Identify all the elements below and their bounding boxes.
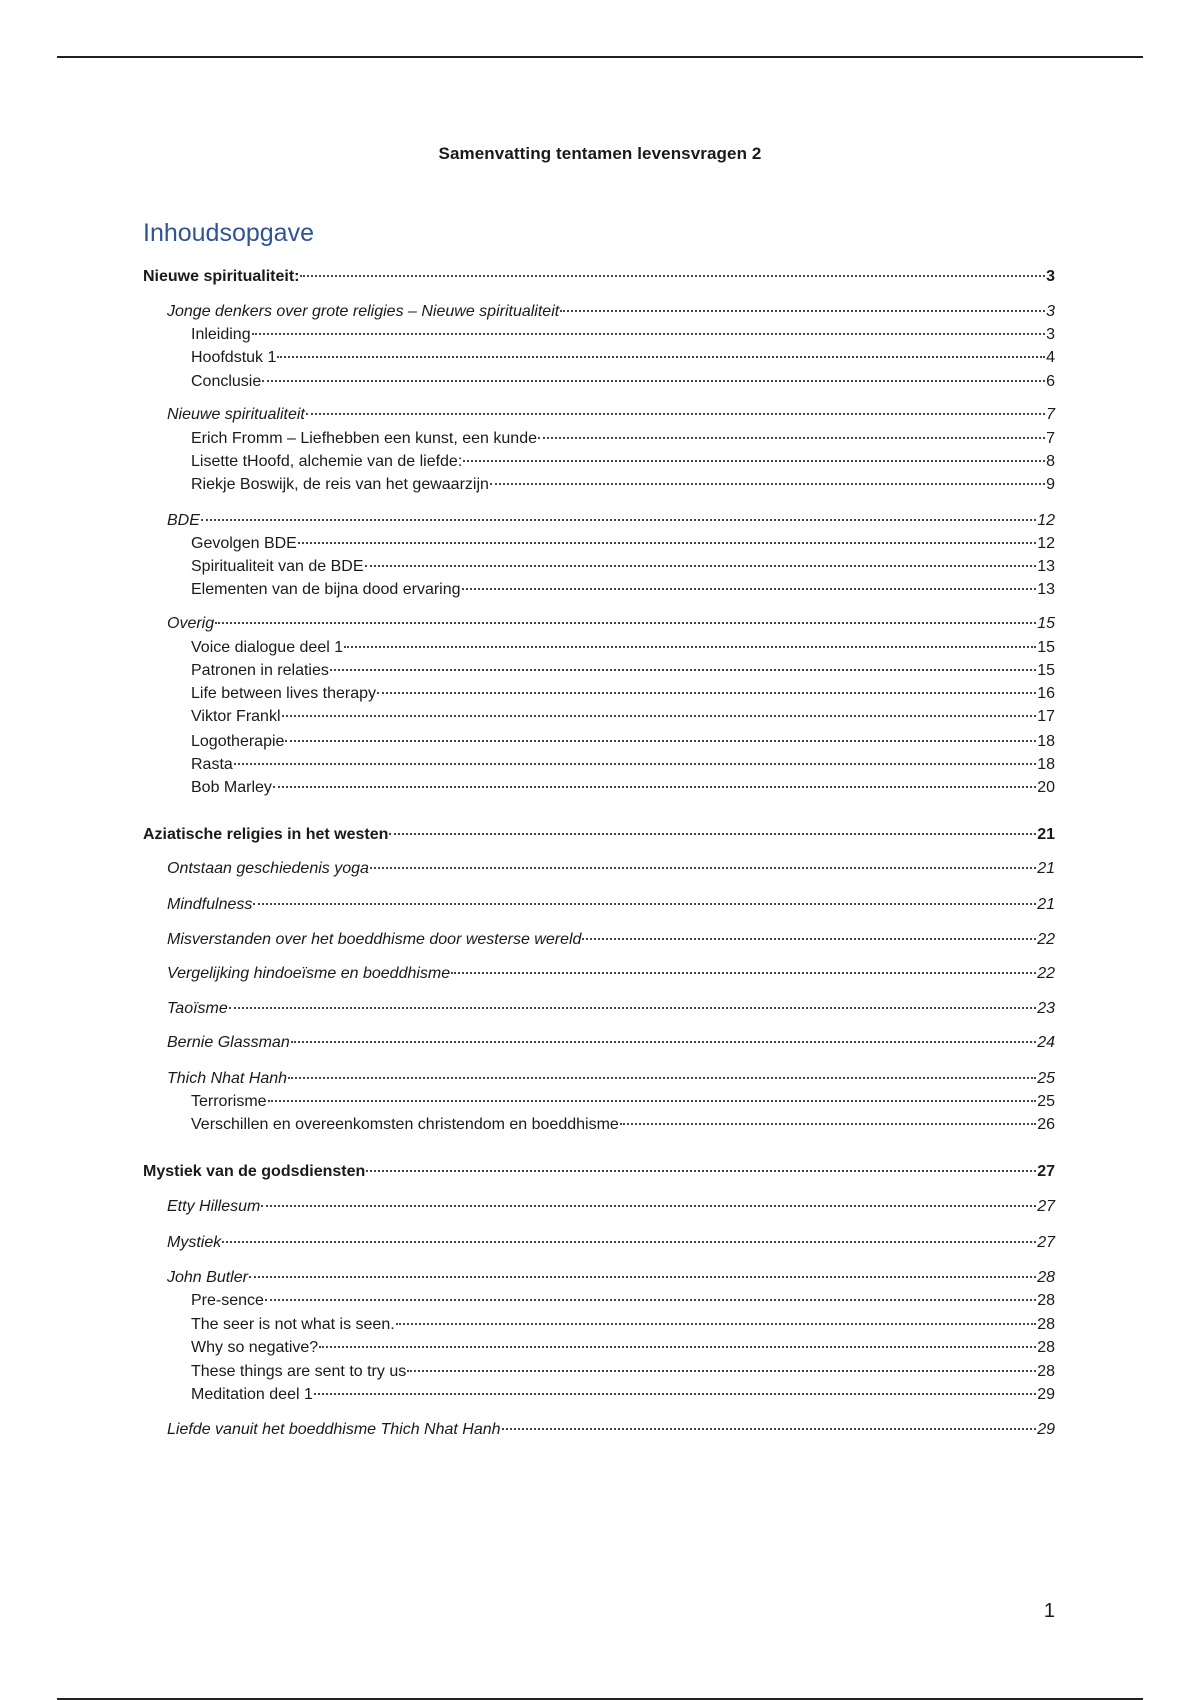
toc-entry-page: 20 bbox=[1037, 779, 1055, 796]
toc-entry-page: 9 bbox=[1046, 476, 1055, 493]
toc-entry[interactable] bbox=[143, 474, 1055, 496]
toc-entry[interactable] bbox=[143, 1314, 1055, 1336]
toc-entry-title: Etty Hillesum bbox=[167, 1198, 261, 1215]
toc-dot-leader bbox=[282, 715, 1037, 717]
toc-entry-page: 29 bbox=[1037, 1386, 1055, 1403]
toc-entry-title: Conclusie bbox=[191, 373, 262, 390]
toc-entry-page: 3 bbox=[1046, 303, 1055, 320]
toc-entry[interactable] bbox=[143, 1361, 1055, 1383]
toc-entry-title: Patronen in relaties bbox=[191, 662, 329, 679]
toc-dot-leader bbox=[273, 786, 1036, 788]
toc-dot-leader bbox=[288, 1077, 1036, 1079]
toc-dot-leader bbox=[407, 1370, 1036, 1372]
toc-entry-page: 17 bbox=[1037, 708, 1055, 725]
toc-entry-title: Bob Marley bbox=[191, 779, 272, 796]
toc-entry[interactable] bbox=[143, 556, 1055, 578]
toc-entry[interactable] bbox=[143, 1196, 1055, 1218]
toc-dot-leader bbox=[215, 622, 1036, 624]
toc-entry-page: 21 bbox=[1037, 860, 1055, 877]
toc-entry-title: Rasta bbox=[191, 756, 233, 773]
toc-entry-page: 13 bbox=[1037, 558, 1055, 575]
toc-entry-page: 27 bbox=[1037, 1163, 1055, 1180]
toc-entry-title: Why so negative? bbox=[191, 1339, 319, 1356]
toc-entry-page: 29 bbox=[1037, 1421, 1055, 1438]
toc-entry-title: Spiritualiteit van de BDE bbox=[191, 558, 364, 575]
toc-dot-leader bbox=[314, 1393, 1036, 1395]
toc-entry[interactable] bbox=[143, 451, 1055, 473]
toc-entry-title: Nieuwe spiritualiteit bbox=[167, 406, 305, 423]
toc-entry[interactable] bbox=[143, 428, 1055, 450]
toc-entry[interactable] bbox=[143, 613, 1055, 635]
toc-entry[interactable] bbox=[143, 579, 1055, 601]
toc-entry-title: Mystiek bbox=[167, 1234, 222, 1251]
toc-dot-leader bbox=[268, 1100, 1037, 1102]
toc-dot-leader bbox=[560, 310, 1045, 312]
toc-entry[interactable] bbox=[143, 731, 1055, 753]
toc-dot-leader bbox=[319, 1346, 1036, 1348]
toc-entry-page: 7 bbox=[1046, 430, 1055, 447]
toc-dot-leader bbox=[298, 542, 1036, 544]
toc-entry-title: John Butler bbox=[167, 1269, 248, 1286]
toc-entry-page: 21 bbox=[1037, 826, 1055, 843]
toc-entry[interactable] bbox=[143, 1114, 1055, 1136]
toc-entry-title: Meditation deel 1 bbox=[191, 1386, 313, 1403]
toc-entry[interactable] bbox=[143, 266, 1055, 288]
toc-entry-page: 23 bbox=[1037, 1000, 1055, 1017]
toc-entry-title: Nieuwe spiritualiteit: bbox=[143, 268, 300, 285]
top-rule bbox=[57, 56, 1143, 58]
toc-entry-page: 28 bbox=[1037, 1339, 1055, 1356]
toc-entry-page: 16 bbox=[1037, 685, 1055, 702]
toc-entry-page: 15 bbox=[1037, 615, 1055, 632]
toc-entry[interactable] bbox=[143, 858, 1055, 880]
toc-entry[interactable] bbox=[143, 510, 1055, 532]
toc-entry-title: Mindfulness bbox=[167, 896, 253, 913]
toc-dot-leader bbox=[330, 669, 1036, 671]
toc-entry-page: 3 bbox=[1046, 268, 1055, 285]
toc-entry-title: The seer is not what is seen. bbox=[191, 1316, 395, 1333]
toc-entry[interactable] bbox=[143, 301, 1055, 323]
toc-entry-title: Pre-sence bbox=[191, 1292, 264, 1309]
toc-dot-leader bbox=[300, 275, 1045, 277]
toc-entry[interactable] bbox=[143, 1232, 1055, 1254]
toc-entry-title: Aziatische religies in het westen bbox=[143, 826, 389, 843]
toc-dot-leader bbox=[389, 833, 1036, 835]
toc-entry-title: Inleiding bbox=[191, 326, 251, 343]
toc-entry-page: 25 bbox=[1037, 1093, 1055, 1110]
toc-entry[interactable] bbox=[143, 754, 1055, 776]
toc-entry-title: Erich Fromm – Liefhebben een kunst, een kunde bbox=[191, 430, 537, 447]
toc-entry-title: Viktor Frankl bbox=[191, 708, 281, 725]
toc-dot-leader bbox=[253, 903, 1036, 905]
toc-entry[interactable] bbox=[143, 1068, 1055, 1090]
toc-entry[interactable] bbox=[143, 706, 1055, 728]
toc-entry-title: BDE bbox=[167, 512, 200, 529]
toc-entry-page: 3 bbox=[1046, 326, 1055, 343]
toc-entry-title: Vergelijking hindoeïsme en boeddhisme bbox=[167, 965, 451, 982]
toc-entry-page: 22 bbox=[1037, 931, 1055, 948]
toc-dot-leader bbox=[365, 565, 1037, 567]
toc-entry[interactable] bbox=[143, 1161, 1055, 1183]
toc-entry-title: Riekje Boswijk, de reis van het gewaarzijn bbox=[191, 476, 489, 493]
toc-entry-page: 28 bbox=[1037, 1292, 1055, 1309]
toc-entry[interactable] bbox=[143, 404, 1055, 426]
toc-dot-leader bbox=[277, 356, 1045, 358]
toc-entry[interactable] bbox=[143, 533, 1055, 555]
toc-entry[interactable] bbox=[143, 1091, 1055, 1113]
toc-entry[interactable] bbox=[143, 929, 1055, 951]
toc-entry[interactable] bbox=[143, 777, 1055, 799]
toc-entry[interactable] bbox=[143, 1290, 1055, 1312]
toc-entry[interactable] bbox=[143, 347, 1055, 369]
toc-entry-title: Mystiek van de godsdiensten bbox=[143, 1163, 366, 1180]
toc-entry[interactable] bbox=[143, 1337, 1055, 1359]
toc-entry[interactable] bbox=[143, 998, 1055, 1020]
toc-dot-leader bbox=[229, 1007, 1036, 1009]
toc-entry-page: 6 bbox=[1046, 373, 1055, 390]
toc-dot-leader bbox=[366, 1170, 1036, 1172]
toc-dot-leader bbox=[249, 1276, 1036, 1278]
toc-entry-title: Taoïsme bbox=[167, 1000, 228, 1017]
toc-entry-page: 12 bbox=[1037, 512, 1055, 529]
toc-dot-leader bbox=[370, 867, 1036, 869]
toc-dot-leader bbox=[261, 1205, 1036, 1207]
toc-entry-title: Lisette tHoofd, alchemie van de liefde: bbox=[191, 453, 463, 470]
toc-entry[interactable] bbox=[143, 963, 1055, 985]
toc-entry[interactable] bbox=[143, 371, 1055, 393]
toc-dot-leader bbox=[490, 483, 1045, 485]
toc-entry[interactable] bbox=[143, 683, 1055, 705]
toc-entry-page: 28 bbox=[1037, 1363, 1055, 1380]
toc-entry[interactable] bbox=[143, 1032, 1055, 1054]
toc-entry-page: 15 bbox=[1037, 662, 1055, 679]
toc-dot-leader bbox=[377, 692, 1036, 694]
toc-entry-page: 27 bbox=[1037, 1198, 1055, 1215]
toc-dot-leader bbox=[201, 519, 1036, 521]
toc-dot-leader bbox=[252, 333, 1045, 335]
toc-dot-leader bbox=[262, 380, 1045, 382]
toc-dot-leader bbox=[620, 1123, 1036, 1125]
toc-entry-page: 18 bbox=[1037, 756, 1055, 773]
toc-entry[interactable] bbox=[143, 824, 1055, 846]
toc-entry-title: Gevolgen BDE bbox=[191, 535, 297, 552]
toc-entry-title: Misverstanden over het boeddhisme door westerse wereld bbox=[167, 931, 582, 948]
toc-dot-leader bbox=[396, 1323, 1037, 1325]
toc-entry-page: 4 bbox=[1046, 349, 1055, 366]
toc-entry-page: 15 bbox=[1037, 639, 1055, 656]
toc-dot-leader bbox=[265, 1299, 1036, 1301]
toc-entry[interactable] bbox=[143, 1267, 1055, 1289]
toc-entry-title: These things are sent to try us bbox=[191, 1363, 407, 1380]
page-number: 1 bbox=[1043, 1600, 1055, 1622]
toc-dot-leader bbox=[582, 938, 1036, 940]
toc-dot-leader bbox=[222, 1241, 1036, 1243]
toc-entry-page: 28 bbox=[1037, 1269, 1055, 1286]
toc-entry-page: 27 bbox=[1037, 1234, 1055, 1251]
toc-dot-leader bbox=[344, 646, 1036, 648]
toc-dot-leader bbox=[234, 763, 1036, 765]
toc-entry-title: Life between lives therapy bbox=[191, 685, 376, 702]
toc-entry-title: Thich Nhat Hanh bbox=[167, 1070, 288, 1087]
toc-dot-leader bbox=[502, 1428, 1037, 1430]
toc-entry-title: Voice dialogue deel 1 bbox=[191, 639, 344, 656]
toc-entry[interactable] bbox=[143, 660, 1055, 682]
toc-dot-leader bbox=[538, 437, 1045, 439]
toc-entry-title: Liefde vanuit het boeddhisme Thich Nhat Hanh bbox=[167, 1421, 501, 1438]
toc-entry-page: 13 bbox=[1037, 581, 1055, 598]
toc-entry-page: 25 bbox=[1037, 1070, 1055, 1087]
toc-entry-title: Bernie Glassman bbox=[167, 1034, 290, 1051]
toc-entry-title: Overig bbox=[167, 615, 215, 632]
toc-dot-leader bbox=[285, 740, 1036, 742]
toc-entry-page: 18 bbox=[1037, 733, 1055, 750]
toc-dot-leader bbox=[463, 460, 1045, 462]
toc-entry-title: Terrorisme bbox=[191, 1093, 267, 1110]
toc-entry[interactable] bbox=[143, 324, 1055, 346]
toc-heading: Inhoudsopgave bbox=[143, 219, 314, 247]
toc-entry-page: 26 bbox=[1037, 1116, 1055, 1133]
toc-entry-page: 12 bbox=[1037, 535, 1055, 552]
toc-entry-title: Elementen van de bijna dood ervaring bbox=[191, 581, 461, 598]
toc-entry-title: Logotherapie bbox=[191, 733, 285, 750]
toc-entry[interactable] bbox=[143, 1384, 1055, 1406]
toc-entry-title: Jonge denkers over grote religies – Nieuwe spiritualiteit bbox=[167, 303, 560, 320]
toc-entry[interactable] bbox=[143, 1419, 1055, 1441]
toc-entry[interactable] bbox=[143, 894, 1055, 916]
toc-dot-leader bbox=[306, 413, 1045, 415]
toc-entry[interactable] bbox=[143, 637, 1055, 659]
toc-entry-page: 28 bbox=[1037, 1316, 1055, 1333]
toc-entry-page: 7 bbox=[1046, 406, 1055, 423]
toc-entry-page: 22 bbox=[1037, 965, 1055, 982]
toc-entry-page: 8 bbox=[1046, 453, 1055, 470]
toc-dot-leader bbox=[451, 972, 1036, 974]
toc-entry-page: 21 bbox=[1037, 896, 1055, 913]
toc-dot-leader bbox=[462, 588, 1037, 590]
toc-entry-title: Hoofdstuk 1 bbox=[191, 349, 277, 366]
toc-entry-title: Verschillen en overeenkomsten christendom en boeddhisme bbox=[191, 1116, 619, 1133]
document-title: Samenvatting tentamen levensvragen 2 bbox=[438, 144, 762, 163]
toc-entry-page: 24 bbox=[1037, 1034, 1055, 1051]
toc-dot-leader bbox=[291, 1041, 1036, 1043]
toc-entry-title: Ontstaan geschiedenis yoga bbox=[167, 860, 369, 877]
